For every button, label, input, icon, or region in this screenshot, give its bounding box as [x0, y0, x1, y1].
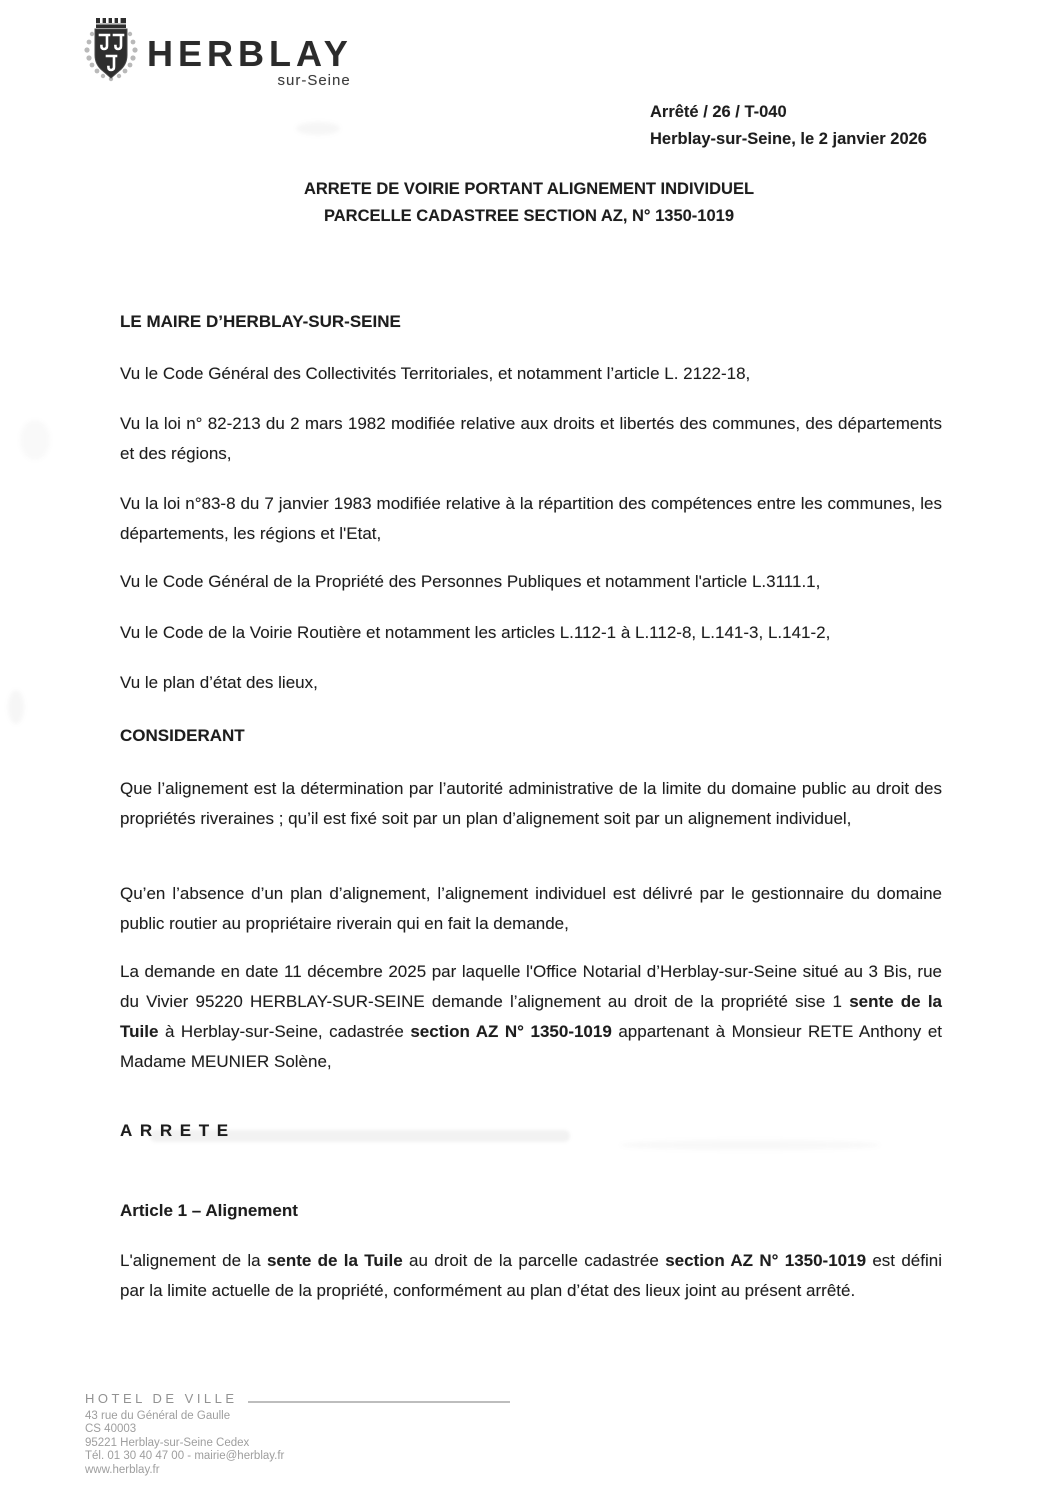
title-line-2: PARCELLE CADASTREE SECTION AZ, N° 1350-1019 [323, 207, 735, 225]
scan-artifact [20, 420, 50, 460]
document-title [0, 176, 1058, 230]
considerant-clause: Qu’en l’absence d’un plan d’alignement, l’alignement individuel est délivré par le gestionnaire du domaine public routier au propriétaire riverain qui en fait la demande, [120, 884, 942, 933]
logo-text [147, 33, 353, 89]
demande-text: La demande en date 11 décembre 2025 par laquelle l'Office Notarial d’Herblay-sur-Seine situé au 3 Bis, rue du Vivier 95220 HERBLAY-SUR-SEINE demande l’alignement au droit de la propriété sise 1 [120, 962, 942, 1011]
vu-clause: Vu le plan d’état des lieux, [120, 673, 318, 692]
scan-artifact [8, 690, 24, 724]
logo [83, 14, 353, 90]
logo-name: HERBLAY [147, 33, 353, 74]
footer-title-row [85, 1392, 510, 1406]
vu-clause: Vu le Code Général de la Propriété des Personnes Publiques et notamment l'article L.3111.1, [120, 572, 821, 591]
vu-clause: Vu la loi n° 82-213 du 2 mars 1982 modifiée relative aux droits et libertés des communes, des départements et des régions, [120, 414, 942, 463]
considerant-clause: Que l’alignement est la détermination par l’autorité administrative de la limite du domaine public au droit des propriétés riveraines ; qu’il est fixé soit par un plan d’alignement soit par un alignement individuel, [120, 779, 942, 828]
footer-line: 95221 Herblay-sur-Seine Cedex [85, 1436, 250, 1449]
article-text: au droit de la parcelle cadastrée [402, 1251, 666, 1270]
herblay-crest-icon [83, 14, 139, 90]
article-1-heading: Article 1 – Alignement [120, 1201, 298, 1220]
vu-clause: Vu le Code Général des Collectivités Territoriales, et notamment l’article L. 2122-18, [120, 364, 751, 383]
footer-line: CS 40003 [85, 1423, 137, 1435]
considerant-heading: CONSIDERANT [120, 726, 245, 745]
vu-clause: Vu le Code de la Voirie Routière et notamment les articles L.112-1 à L.112-8, L.141-3, L.141-2, [120, 623, 831, 642]
demande-text: appartenant à Monsieur RETE Anthony et Madame MEUNIER Solène, [120, 1022, 942, 1071]
footer-address [85, 1410, 515, 1478]
footer-line: 43 rue du Général de Gaulle [85, 1409, 231, 1422]
footer-rule [248, 1401, 510, 1403]
footer-line: www.herblay.fr [85, 1463, 160, 1476]
demande-paragraph [120, 957, 942, 1077]
arrete-number: Arrêté / 26 / T-040 [650, 103, 787, 121]
footer [85, 1392, 515, 1477]
logo-subtitle: sur-Seine [277, 72, 351, 89]
salutation: LE MAIRE D’HERBLAY-SUR-SEINE [120, 312, 401, 331]
street-name: sente de la Tuile [266, 1251, 403, 1270]
vu-clause: Vu la loi n°83-8 du 7 janvier 1983 modifiée relative à la répartition des compétences entre les communes, les départements, les régions et l'Etat, [120, 494, 942, 543]
article-1-paragraph [120, 1246, 942, 1306]
place-and-date: Herblay-sur-Seine, le 2 janvier 2026 [650, 130, 927, 148]
parcel-reference: section AZ N° 1350-1019 [665, 1251, 867, 1270]
title-line-1: ARRETE DE VOIRIE PORTANT ALIGNEMENT INDIVIDUEL [303, 180, 755, 198]
article-text: est défini par la limite actuelle de la propriété, conformément au plan d’état des lieux joint au présent arrêté. [120, 1251, 942, 1300]
footer-line: Tél. 01 30 40 47 00 - mairie@herblay.fr [85, 1450, 285, 1462]
demande-text: à Herblay-sur-Seine, cadastrée [158, 1022, 411, 1041]
reference-block [650, 99, 927, 153]
street-name: sente de la Tuile [120, 992, 942, 1041]
article-text: L'alignement de la [120, 1251, 267, 1270]
parcel-reference: section AZ N° 1350-1019 [410, 1022, 612, 1041]
arrete-heading: ARRETE [120, 1121, 236, 1140]
scan-artifact [296, 122, 340, 135]
footer-title: HOTEL DE VILLE [85, 1391, 238, 1406]
